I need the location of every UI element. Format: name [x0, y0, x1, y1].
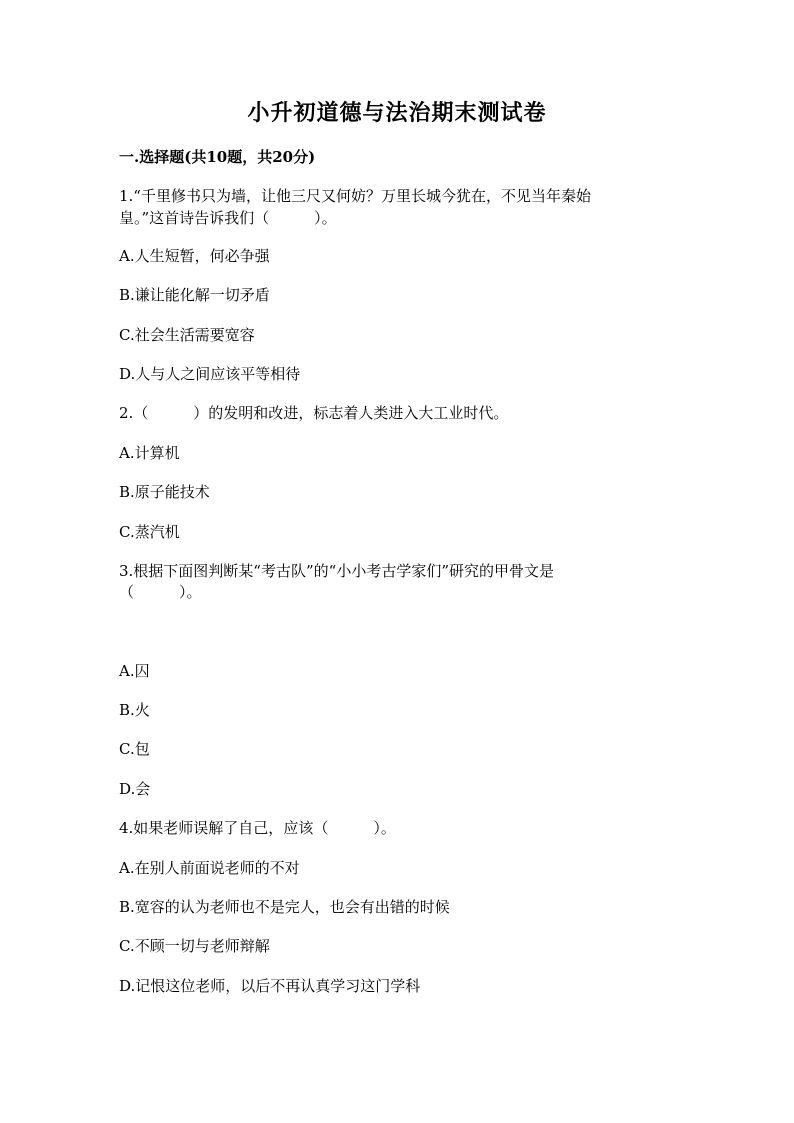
- question-4-stem-line-1: 4.如果老师误解了自己，应该（ ）。: [119, 819, 396, 837]
- question-2-option-a: A.计算机: [119, 444, 180, 462]
- question-3-stem-line-2: （ ）。: [119, 583, 202, 601]
- question-2-stem-line-1: 2.（ ）的发明和改进，标志着人类进入大工业时代。: [119, 404, 509, 422]
- question-3-option-b: B.火: [119, 701, 150, 719]
- question-3-stem-line-1: 3.根据下面图判断某“考古队”的“小小考古学家们”研究的甲骨文是: [119, 562, 554, 580]
- section-heading: 一.选择题(共10题，共20分): [119, 148, 316, 166]
- question-2-option-c: C.蒸汽机: [119, 523, 180, 541]
- question-1-stem-line-1: 1.“千里修书只为墙，让他三尺又何妨？万里长城今犹在，不见当年秦始: [119, 187, 591, 205]
- question-1-option-d: D.人与人之间应该平等相待: [119, 365, 301, 383]
- question-1-option-c: C.社会生活需要宽容: [119, 326, 255, 344]
- question-1-option-b: B.谦让能化解一切矛盾: [119, 286, 270, 304]
- question-4-option-a: A.在别人前面说老师的不对: [119, 859, 300, 877]
- question-4-option-c: C.不顾一切与老师辩解: [119, 937, 270, 955]
- question-3-option-a: A.囚: [119, 662, 150, 680]
- question-4-option-d: D.记恨这位老师，以后不再认真学习这门学科: [119, 977, 421, 995]
- question-2-option-b: B.原子能技术: [119, 483, 210, 501]
- question-3-option-d: D.会: [119, 780, 151, 798]
- question-1-option-a: A.人生短暂，何必争强: [119, 247, 270, 265]
- question-3-option-c: C.包: [119, 740, 150, 758]
- page-title: 小升初道德与法治期末测试卷: [247, 100, 547, 126]
- question-1-stem-line-2: 皇。”这首诗告诉我们（ ）。: [119, 209, 337, 227]
- question-4-option-b: B.宽容的认为老师也不是完人，也会有出错的时候: [119, 898, 450, 916]
